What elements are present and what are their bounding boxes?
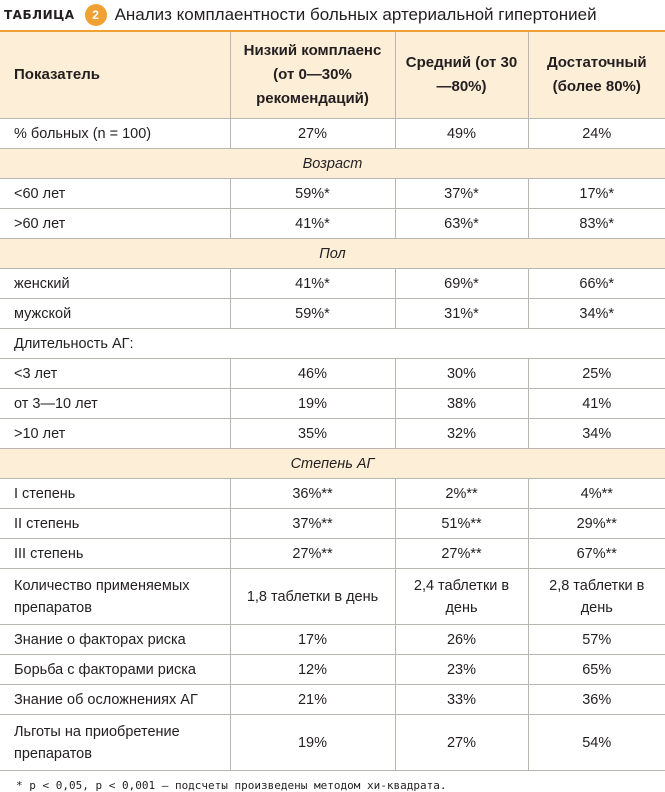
table-title-bar	[0, 0, 665, 32]
row-label: <60 лет	[0, 179, 230, 209]
value-cell: 41%	[528, 389, 665, 419]
row-label: от 3—10 лет	[0, 389, 230, 419]
value-cell: 36%	[528, 685, 665, 715]
value-cell: 69%*	[395, 269, 528, 299]
value-cell: 23%	[395, 655, 528, 685]
value-cell: 4%**	[528, 479, 665, 509]
row-label: Знание об осложнениях АГ	[0, 685, 230, 715]
table-row	[0, 685, 665, 715]
header-medium-compliance: Средний (от 30—80%)	[395, 32, 528, 119]
table-row	[0, 509, 665, 539]
value-cell: 29%**	[528, 509, 665, 539]
row-label: Количество применяемых препаратов	[0, 569, 230, 625]
value-cell: 21%	[230, 685, 395, 715]
header-row	[0, 32, 665, 119]
value-cell: 25%	[528, 359, 665, 389]
row-label: I степень	[0, 479, 230, 509]
row-label: Знание о факторах риска	[0, 625, 230, 655]
value-cell: 67%**	[528, 539, 665, 569]
value-cell: 34%*	[528, 299, 665, 329]
value-cell: 27%**	[395, 539, 528, 569]
value-cell: 19%	[230, 389, 395, 419]
row-label: II степень	[0, 509, 230, 539]
table-number-badge: 2	[85, 4, 107, 26]
value-cell: 41%*	[230, 209, 395, 239]
value-cell: 59%*	[230, 179, 395, 209]
value-cell: 65%	[528, 655, 665, 685]
value-cell: 35%	[230, 419, 395, 449]
value-cell: 32%	[395, 419, 528, 449]
value-cell: 37%*	[395, 179, 528, 209]
value-cell: 33%	[395, 685, 528, 715]
table-row	[0, 359, 665, 389]
table-row	[0, 655, 665, 685]
value-cell: 27%	[395, 715, 528, 771]
table-label: ТАБЛИЦА	[4, 8, 75, 22]
group-label: Длительность АГ:	[0, 329, 665, 359]
value-cell: 2,4 таблетки в день	[395, 569, 528, 625]
header-sufficient-compliance: Достаточный (более 80%)	[528, 32, 665, 119]
value-cell: 63%*	[395, 209, 528, 239]
table-body	[0, 119, 665, 771]
section-row	[0, 239, 665, 269]
table-row	[0, 209, 665, 239]
section-row	[0, 449, 665, 479]
row-label: женский	[0, 269, 230, 299]
section-row	[0, 149, 665, 179]
value-cell: 59%*	[230, 299, 395, 329]
row-label: Льготы на приобретение препаратов	[0, 715, 230, 771]
row-label: Борьба с факторами риска	[0, 655, 230, 685]
section-heading: Степень АГ	[0, 449, 665, 479]
table-row	[0, 625, 665, 655]
value-cell: 19%	[230, 715, 395, 771]
value-cell: 66%*	[528, 269, 665, 299]
value-cell: 26%	[395, 625, 528, 655]
value-cell: 51%**	[395, 509, 528, 539]
value-cell: 57%	[528, 625, 665, 655]
value-cell: 17%	[230, 625, 395, 655]
row-label: % больных (n = 100)	[0, 119, 230, 149]
table-row	[0, 569, 665, 625]
table-row	[0, 715, 665, 771]
value-cell: 37%**	[230, 509, 395, 539]
row-label: <3 лет	[0, 359, 230, 389]
value-cell: 17%*	[528, 179, 665, 209]
table-row	[0, 179, 665, 209]
table-row	[0, 299, 665, 329]
row-label: мужской	[0, 299, 230, 329]
value-cell: 41%*	[230, 269, 395, 299]
table-row	[0, 389, 665, 419]
row-label: >60 лет	[0, 209, 230, 239]
section-heading: Возраст	[0, 149, 665, 179]
value-cell: 38%	[395, 389, 528, 419]
value-cell: 1,8 таблетки в день	[230, 569, 395, 625]
value-cell: 36%**	[230, 479, 395, 509]
header-indicator: Показатель	[0, 32, 230, 119]
value-cell: 83%*	[528, 209, 665, 239]
value-cell: 30%	[395, 359, 528, 389]
table-title: Анализ комплаентности больных артериальной гипертонией	[114, 5, 597, 24]
value-cell: 2,8 таблетки в день	[528, 569, 665, 625]
table-row	[0, 539, 665, 569]
value-cell: 31%*	[395, 299, 528, 329]
value-cell: 27%	[230, 119, 395, 149]
section-heading: Пол	[0, 239, 665, 269]
value-cell: 54%	[528, 715, 665, 771]
value-cell: 12%	[230, 655, 395, 685]
table-row	[0, 269, 665, 299]
table-row	[0, 119, 665, 149]
table-row	[0, 419, 665, 449]
value-cell: 27%**	[230, 539, 395, 569]
table-row	[0, 479, 665, 509]
value-cell: 34%	[528, 419, 665, 449]
row-label: III степень	[0, 539, 230, 569]
value-cell: 49%	[395, 119, 528, 149]
value-cell: 46%	[230, 359, 395, 389]
footnote: * p < 0,05, p < 0,001 — подсчеты произведены методом хи-квадрата.	[16, 779, 447, 792]
row-label: >10 лет	[0, 419, 230, 449]
value-cell: 2%**	[395, 479, 528, 509]
compliance-table	[0, 32, 665, 771]
group-label-row	[0, 329, 665, 359]
header-low-compliance: Низкий комплаенс (от 0—30% рекомендаций)	[230, 32, 395, 119]
value-cell: 24%	[528, 119, 665, 149]
